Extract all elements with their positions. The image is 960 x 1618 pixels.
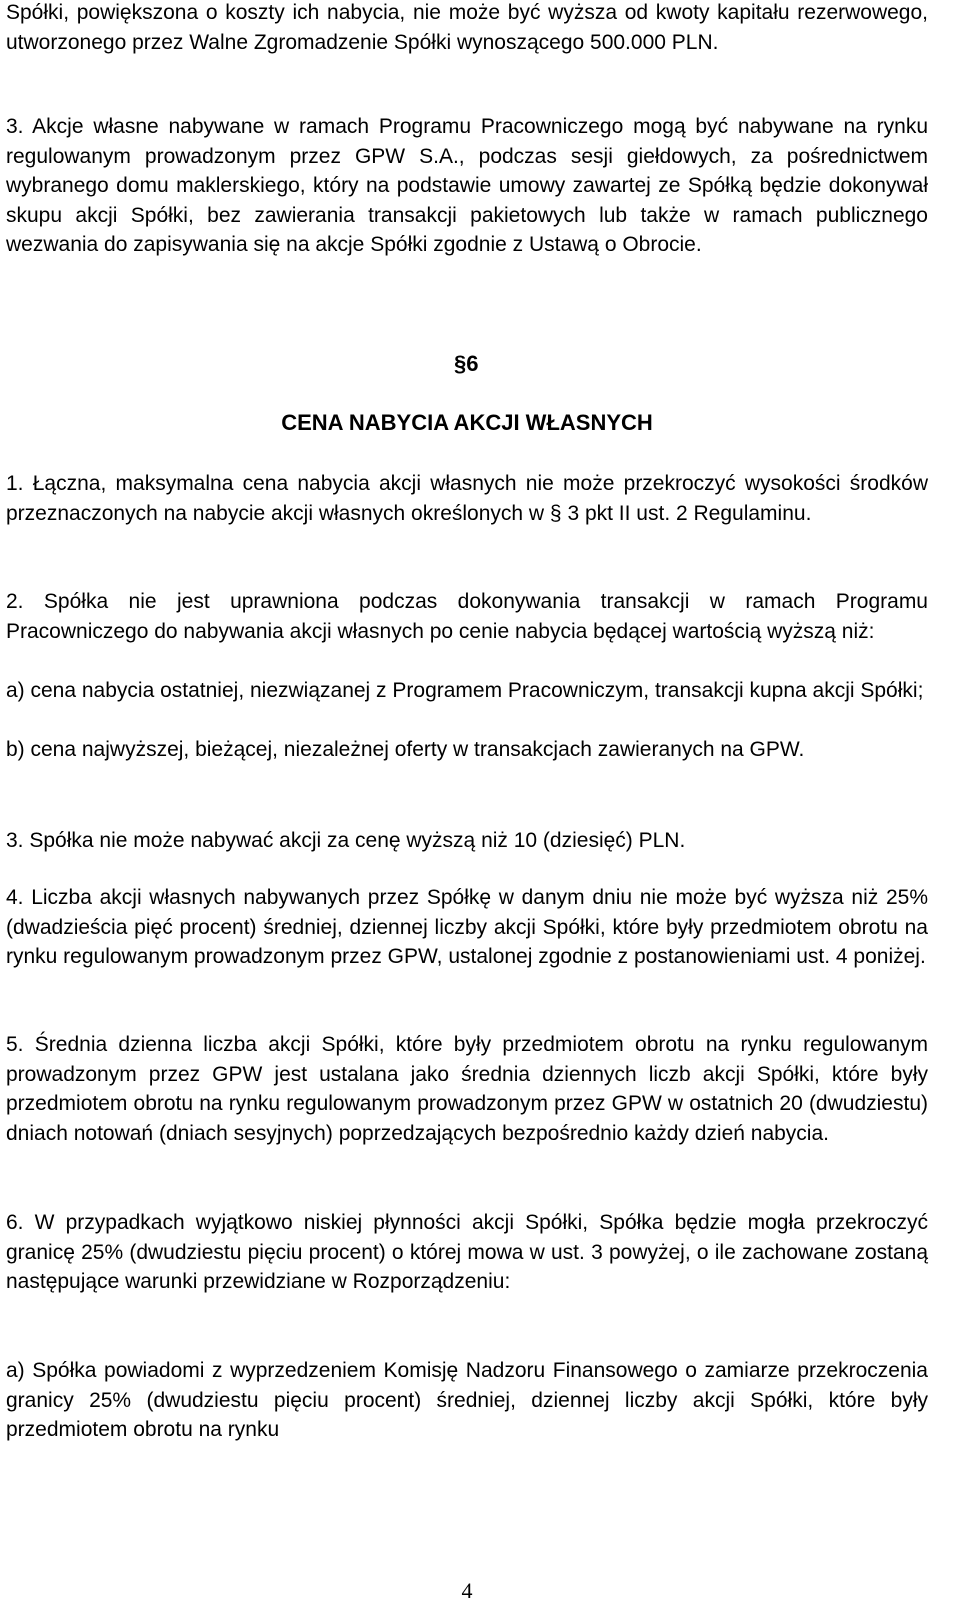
section-title: CENA NABYCIA AKCJI WŁASNYCH xyxy=(281,410,653,435)
item-1: 1. Łączna, maksymalna cena nabycia akcji własnych nie może przekroczyć wysokości środków przeznaczonych na nabycie akcji własnych określonych w § 3 pkt II ust. 2 Regulaminu. xyxy=(6,472,928,525)
item-5: 5. Średnia dzienna liczba akcji Spółki, które były przedmiotem obrotu na rynku regulowanym prowadzonym przez GPW jest ustalana jako średnia dziennych liczb akcji Spółki, które były przedmiotem obrotu na rynku regulowanym prowadzonym przez GPW w ostatnich 20 (dwudziestu) dniach notowań (dniach sesyjnych) poprzedzających bezpośrednio każdy dzień nabycia. xyxy=(6,1033,928,1145)
item-6: 6. W przypadkach wyjątkowo niskiej płynności akcji Spółki, Spółka będzie mogła przekroczyć granicę 25% (dwudziestu pięciu procent) o której mowa w ust. 3 powyżej, o ile zachowane zostaną następujące warunki przewidziane w Rozporządzeniu: xyxy=(6,1211,928,1293)
item-6-a: a) Spółka powiadomi z wyprzedzeniem Komisję Nadzoru Finansowego o zamiarze przekroczenia granicy 25% (dwudziestu pięciu procent) średniej, dziennej liczby akcji Spółki, które były przedmiotem obrotu na rynku xyxy=(6,1359,928,1441)
page-number: 4 xyxy=(461,1578,473,1603)
item-3: 3. Spółka nie może nabywać akcji za cenę wyższą niż 10 (dziesięć) PLN. xyxy=(6,829,686,852)
item-2-b: b) cena najwyższej, bieżącej, niezależnej oferty w transakcjach zawieranych na GPW. xyxy=(6,738,805,761)
paragraph-intro: Spółki, powiększona o koszty ich nabycia, nie może być wyższa od kwoty kapitału rezerwowego, utworzonego przez Walne Zgromadzenie Spółki wynoszącego 500.000 PLN. xyxy=(6,1,928,54)
section-mark: §6 xyxy=(454,351,479,376)
item-2-a: a) cena nabycia ostatniej, niezwiązanej z Programem Pracowniczym, transakcji kupna akcji Spółki; xyxy=(6,679,924,702)
item-2: 2. Spółka nie jest uprawniona podczas dokonywania transakcji w ramach Programu Pracowniczego do nabywania akcji własnych po cenie nabycia będącej wartością wyższą niż: xyxy=(6,590,928,643)
paragraph-3: 3. Akcje własne nabywane w ramach Programu Pracowniczego mogą być nabywane na rynku regulowanym prowadzonym przez GPW S.A., podczas sesji giełdowych, za pośrednictwem wybranego domu maklerskiego, który na podstawie umowy zawartej ze Spółką będzie dokonywał skupu akcji Spółki, bez zawierania transakcji pakietowych lub także w ramach publicznego wezwania do zapisywania się na akcje Spółki zgodnie z Ustawą o Obrocie. xyxy=(6,115,928,256)
item-4: 4. Liczba akcji własnych nabywanych przez Spółkę w danym dniu nie może być wyższa niż 25% (dwadzieścia pięć procent) średniej, dziennej liczby akcji Spółki, które były przedmiotem obrotu na rynku regulowanym prowadzonym przez GPW, ustalonej zgodnie z postanowieniami ust. 4 poniżej. xyxy=(6,886,928,968)
